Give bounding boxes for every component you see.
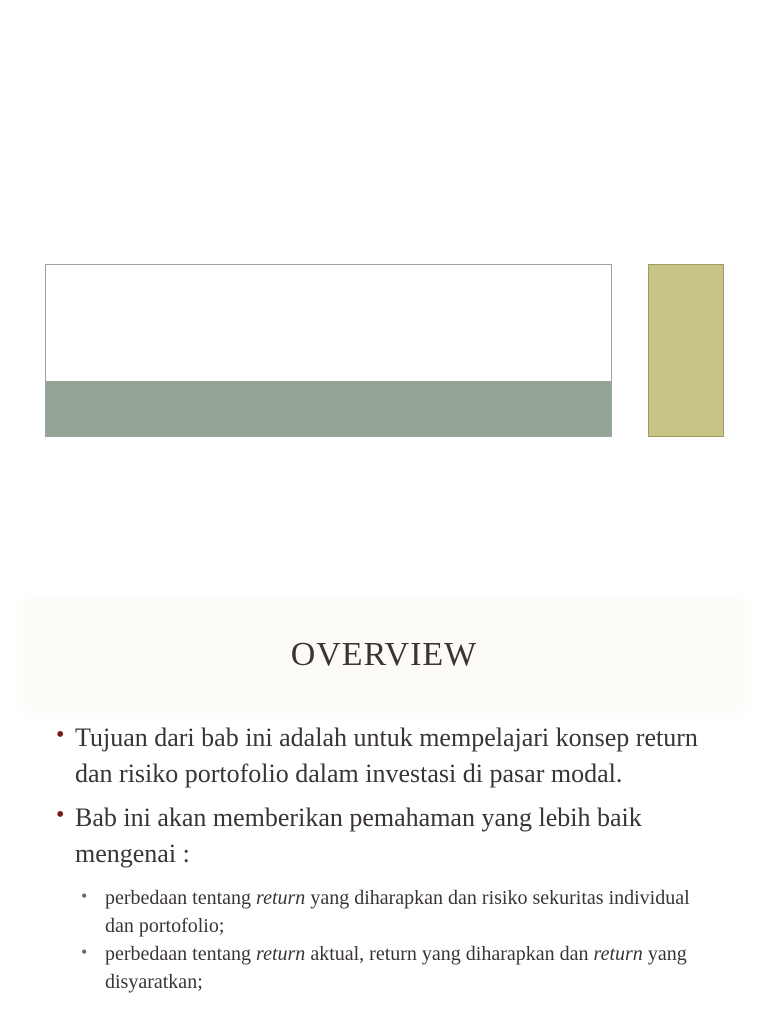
sub-bullet-list [75, 884, 716, 996]
sub-bullet-item [81, 884, 716, 940]
bullet-list [56, 720, 716, 1004]
title-accent-band [46, 381, 611, 436]
sub-bullet-text: perbedaan tentang [105, 943, 257, 965]
sub-bullet-text: perbedaan tentang [105, 887, 257, 909]
bullet-item [56, 800, 716, 996]
title-placeholder-box [45, 264, 612, 437]
sub-bullet-italic: return [593, 943, 643, 965]
side-accent-block [648, 264, 724, 437]
bullet-item [56, 720, 716, 792]
bullet-text: Tujuan dari bab ini adalah untuk mempelajari konsep return dan risiko portofolio dalam investasi di pasar modal. [75, 723, 698, 788]
sub-bullet-dot-icon: • [81, 942, 88, 962]
sub-bullet-text: aktual, return yang diharapkan dan [305, 943, 594, 965]
bullet-text: Bab ini akan memberikan pemahaman yang lebih baik mengenai : [75, 803, 642, 868]
bullet-dot-icon: • [56, 722, 65, 748]
overview-slide [0, 570, 768, 1024]
sub-bullet-text: yang diharapkan dan risiko sekuritas individual dan portofolio; [105, 887, 690, 937]
sub-bullet-italic: return [256, 887, 306, 909]
sub-bullet-item [81, 940, 716, 996]
sub-bullet-text: yang disyaratkan; [105, 943, 687, 993]
bullet-dot-icon: • [56, 802, 65, 828]
sub-bullet-dot-icon: • [81, 886, 88, 906]
sub-bullet-italic: return [256, 943, 306, 965]
slide-heading: OVERVIEW [290, 636, 478, 673]
